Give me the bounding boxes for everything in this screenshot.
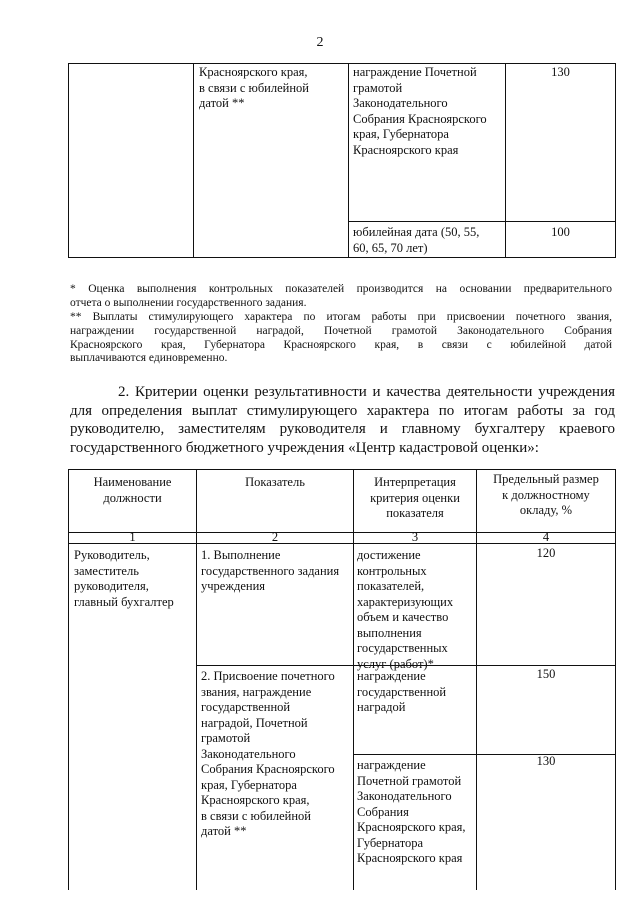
text-line: Красноярского края, Губернатора Красноярского края, в связи с юбилейной датой [70,338,612,351]
text-line: Законодательного [357,789,452,803]
text-line: награждение Почетной [353,65,477,79]
column-number: 1 [129,530,136,544]
indicator-1-interpretation [357,548,475,672]
text-line: грамотой [201,731,251,745]
section-2-heading [70,383,615,457]
text-line: Показатель [245,475,305,489]
text-line: Руководитель, [74,548,150,562]
table1-row2-interpretation [353,225,503,256]
text-line: услуг (работ)* [357,656,434,671]
header-interpretation [354,475,476,522]
text-line: показателей, [357,579,425,593]
text-line: руководителя, [74,579,149,593]
text-line: государственной [357,684,447,699]
text-line: Законодательного [201,746,296,761]
heading-line: руководителю, заместителям руководителя и главному бухгалтеру краевого [70,421,615,437]
text-line: отчета о выполнении государственного задания. [70,296,307,309]
text-line: государственных [357,641,448,655]
text-line: государственного задания [201,563,340,578]
text-line: Интерпретация [374,475,456,489]
text-line: Почетной грамотой [357,773,462,788]
text-line: Красноярского края [357,851,463,865]
text-line: * Оценка выполнения контрольных показателей производится на основании предварительного [70,283,612,295]
heading-line: 2. Критерии оценки результативности и качества деятельности учреждения [118,384,615,400]
text-line: достижение [357,548,421,562]
text-line: должности [103,490,162,505]
text-line: Красноярского края, [201,793,310,807]
indicator-2 [201,669,353,840]
text-line: 2. Присвоение почетного [201,669,335,683]
indicator-1 [201,548,353,595]
text-line: наградой [357,700,406,714]
text-line: государственной [201,700,291,714]
table1-row1-value: 130 [551,65,570,79]
text-line: выплачиваются единовременно. [70,352,228,365]
indicator-2b-interpretation [357,758,475,867]
text-line: края, Губернатора [201,777,297,792]
text-line: в связи с юбилейной [201,808,311,823]
footnote-1 [70,283,612,311]
text-line: учреждения [201,579,266,593]
heading-line: государственного бюджетного учреждения «Центр кадастровой оценки»: [70,439,539,456]
header-position [69,475,196,506]
text-line: Красноярского края, [199,65,308,79]
text-line: заместитель [74,563,139,578]
table1-col2-cell [199,65,344,112]
text-line: награждении государственной наградой, Почетной грамотой Законодательного Собрания [70,324,612,337]
text-line: характеризующих [357,594,454,609]
text-line: Предельный размер [493,472,599,486]
text-line: главный бухгалтер [74,594,174,609]
footnote-2 [70,311,612,366]
text-line: 60, 65, 70 лет) [353,240,428,255]
text-line: датой ** [199,96,245,110]
header-indicator [197,475,353,491]
text-line: датой ** [201,824,247,838]
text-line: Губернатора [357,835,424,850]
text-line: выполнения [357,625,422,640]
table1-row1-interpretation [353,65,503,158]
indicator-2a-interpretation [357,669,475,716]
header-max-size [477,472,615,519]
text-line: объем и качество [357,610,449,624]
text-line: Собрания Красноярского [353,111,487,126]
indicator-2a-value: 150 [536,667,556,681]
text-line: 1. Выполнение [201,548,281,562]
text-line: показателя [386,506,444,520]
heading-line: для определения выплат стимулирующего характера по итогам работы за год [70,402,615,419]
text-line: критерия оценки [370,490,460,505]
text-line: ** Выплаты стимулирующего характера по итогам работы при присвоении почетного звания, [70,311,612,323]
text-line: Собрания [357,804,409,819]
text-line: окладу, % [519,503,573,517]
text-line: края, Губернатора [353,127,449,141]
text-line: контрольных [357,563,427,578]
text-line: Собрания Красноярского [201,762,335,776]
column-number: 2 [271,530,279,544]
position-cell [74,548,194,610]
column-number: 4 [542,530,550,544]
text-line: награждение [357,669,426,683]
text-line: Законодательного [353,96,448,110]
text-line: юбилейная дата (50, 55, [353,225,480,239]
text-line: звания, награждение [201,684,312,699]
text-line: в связи с юбилейной [199,80,309,95]
indicator-2b-value: 130 [536,754,556,768]
text-line: к должностному [502,487,590,502]
text-line: Красноярского края [353,142,459,157]
text-line: Красноярского края, [357,820,466,834]
text-line: наградой, Почетной [201,715,308,730]
text-line: Наименование [93,475,172,489]
text-line: грамотой [353,80,403,95]
page-number: 2 [316,35,324,50]
column-number: 3 [411,530,419,544]
table1-row2-value: 100 [551,225,570,239]
indicator-1-value: 120 [536,546,556,560]
text-line: награждение [357,758,426,772]
